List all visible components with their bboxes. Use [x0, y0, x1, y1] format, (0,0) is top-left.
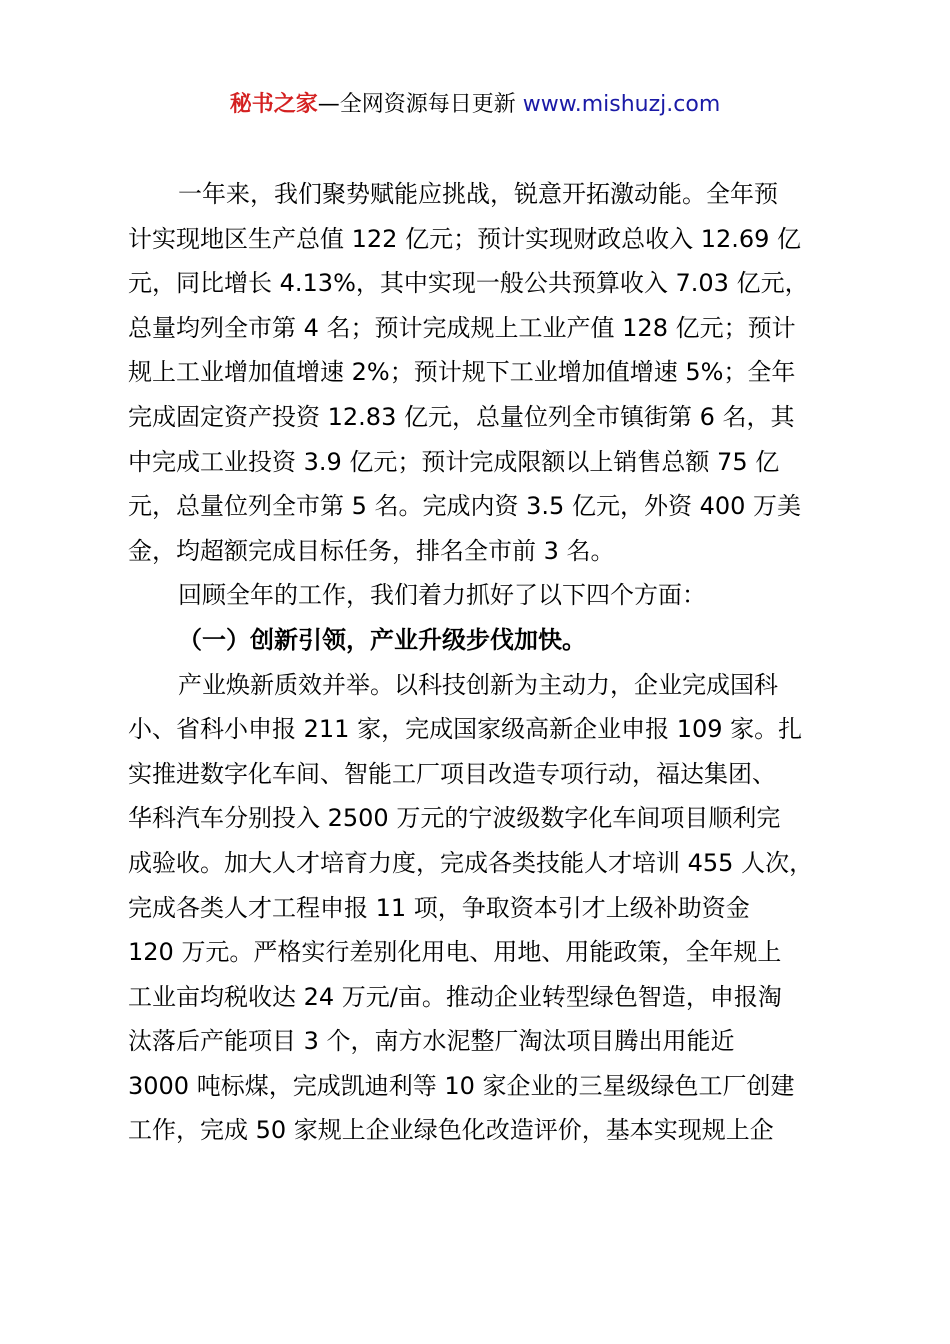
text-line: 成验收。加大人才培育力度，完成各类技能人才培训 455 人次，: [128, 848, 814, 877]
header-tagline: —全网资源每日更新: [317, 92, 523, 117]
text-line: 工业亩均税收达 24 万元/亩。推动企业转型绿色智造，申报淘: [128, 982, 782, 1011]
text-line: 中完成工业投资 3.9 亿元；预计完成限额以上销售总额 75 亿: [128, 447, 780, 476]
text-line: 产业焕新质效并举。以科技创新为主动力，企业完成国科: [178, 670, 778, 699]
text-line: 规上工业增加值增速 2%；预计规下工业增加值增速 5%；全年: [128, 358, 796, 387]
text-line: 金，均超额完成目标任务，排名全市前 3 名。: [128, 536, 615, 565]
text-line: 计实现地区生产总值 122 亿元；预计实现财政总收入 12.69 亿: [128, 224, 802, 253]
text-line: 华科汽车分别投入 2500 万元的宁波级数字化车间项目顺利完: [128, 804, 781, 833]
text-line: 实推进数字化车间、智能工厂项目改造专项行动，福达集团、: [128, 759, 776, 788]
site-header: [0, 88, 950, 122]
text-line: 3000 吨标煤，完成凯迪利等 10 家企业的三星级绿色工厂创建: [128, 1071, 795, 1100]
text-line: 元，同比增长 4.13%，其中实现一般公共预算收入 7.03 亿元，: [128, 269, 809, 298]
text-line: 工作，完成 50 家规上企业绿色化改造评价，基本实现规上企: [128, 1116, 774, 1145]
text-line: 小、省科小申报 211 家，完成国家级高新企业申报 109 家。扎: [128, 715, 803, 744]
text-line: 总量均列全市第 4 名；预计完成规上工业产值 128 亿元；预计: [128, 313, 796, 342]
text-line: 完成固定资产投资 12.83 亿元，总量位列全市镇街第 6 名，其: [128, 402, 795, 431]
text-line: 完成各类人才工程申报 11 项，争取资本引才上级补助资金: [128, 893, 750, 922]
section-heading: （一）创新引领，产业升级步伐加快。: [178, 625, 586, 654]
brand-name: 秘书之家: [229, 92, 318, 117]
site-url-link[interactable]: www.mishuzj.com: [522, 92, 721, 117]
text-line: 汰落后产能项目 3 个，南方水泥整厂淘汰项目腾出用能近: [128, 1027, 735, 1056]
text-line: 回顾全年的工作，我们着力抓好了以下四个方面：: [178, 581, 706, 610]
text-line: 一年来，我们聚势赋能应挑战，锐意开拓激动能。全年预: [178, 180, 778, 208]
text-line: 120 万元。严格实行差别化用电、用地、用能政策，全年规上: [128, 938, 782, 967]
document-body: [128, 172, 832, 1153]
text-line: 元，总量位列全市第 5 名。完成内资 3.5 亿元，外资 400 万美: [128, 492, 802, 521]
